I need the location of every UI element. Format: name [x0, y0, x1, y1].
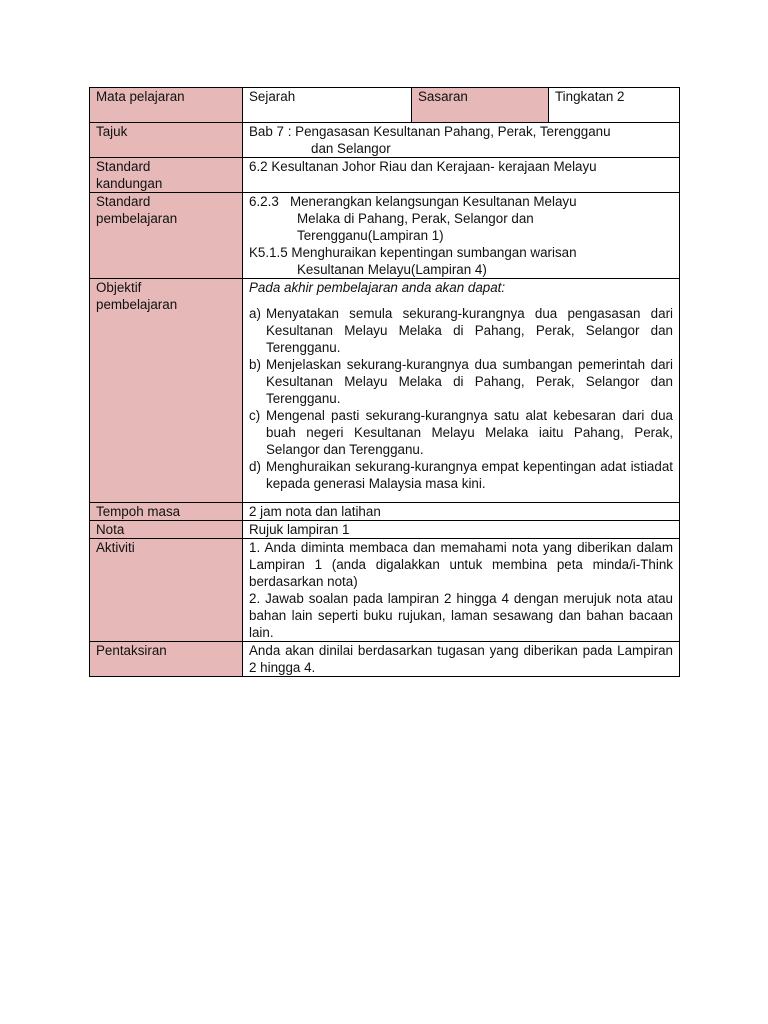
mata-pelajaran-label: Mata pelajaran — [90, 88, 243, 123]
tajuk-value — [243, 123, 680, 158]
objektif-label-line-2: pembelajaran — [96, 297, 178, 312]
objective-item-b — [249, 356, 673, 407]
objective-marker: b) — [249, 357, 261, 372]
row-tempoh-masa — [90, 503, 680, 521]
objektif-value — [243, 279, 680, 503]
standard-kandungan-label-line-2: kandungan — [96, 176, 163, 191]
pentaksiran-label: Pentaksiran — [90, 642, 243, 677]
row-standard-pembelajaran — [90, 193, 680, 279]
objektif-spacer — [249, 296, 673, 305]
objective-item-d — [249, 458, 673, 492]
standard-kandungan-label-line-1: Standard — [96, 159, 151, 174]
objektif-intro: Pada akhir pembelajaran anda akan dapat: — [249, 280, 506, 295]
standard-kandungan-label — [90, 158, 243, 193]
sp-item-1-line-3: Terengganu(Lampiran 1) — [297, 228, 444, 243]
nota-value: Rujuk lampiran 1 — [243, 521, 680, 539]
tempoh-masa-value: 2 jam nota dan latihan — [243, 503, 680, 521]
aktiviti-item-1: 1. Anda diminta membaca dan memahami nota yang diberikan dalam Lampiran 1 (anda digalakkan untuk membina peta minda/i-Think berdasarkan nota) — [249, 540, 673, 589]
standard-pembelajaran-value — [243, 193, 680, 279]
row-tajuk — [90, 123, 680, 158]
objective-text: Menghuraikan sekurang-kurangnya empat kepentingan adat istiadat kepada generasi Malaysia masa kini. — [266, 459, 673, 491]
sp-item-2-line-1: K5.1.5 Menghuraikan kepentingan sumbangan warisan — [249, 245, 577, 260]
objective-text: Mengenal pasti sekurang-kurangnya satu alat kebesaran dari dua buah negeri Kesultanan Melayu Melaka iaitu Pahang, Perak, Selangor dan Terengganu. — [266, 408, 673, 457]
row-aktiviti — [90, 539, 680, 642]
lesson-plan-table — [89, 87, 680, 677]
objective-text: Menjelaskan sekurang-kurangnya dua sumbangan pemerintah dari Kesultanan Melayu Melaka di Pahang, Perak, Selangor dan Terengganu. — [266, 357, 673, 406]
sp-item-1-line-2: Melaka di Pahang, Perak, Selangor dan — [297, 211, 534, 226]
tajuk-label: Tajuk — [90, 123, 243, 158]
standard-kandungan-value: 6.2 Kesultanan Johor Riau dan Kerajaan- kerajaan Melayu — [243, 158, 680, 193]
tajuk-line-2: dan Selangor — [311, 141, 391, 156]
nota-label: Nota — [90, 521, 243, 539]
objective-text: Menyatakan semula sekurang-kurangnya dua pengasasan dari Kesultanan Melayu Melaka di Pahang, Perak, Selangor dan Terengganu. — [266, 306, 673, 355]
row-mata-pelajaran — [90, 88, 680, 123]
standard-pembelajaran-label-line-2: pembelajaran — [96, 211, 178, 226]
sp-item-1-line-1: 6.2.3 Menerangkan kelangsungan Kesultanan Melayu — [249, 194, 577, 209]
objektif-label — [90, 279, 243, 503]
objective-item-c — [249, 407, 673, 458]
sasaran-value: Tingkatan 2 — [549, 88, 680, 123]
objective-marker: d) — [249, 459, 261, 474]
mata-pelajaran-value: Sejarah — [243, 88, 412, 123]
aktiviti-label: Aktiviti — [90, 539, 243, 642]
row-pentaksiran — [90, 642, 680, 677]
objective-marker: c) — [249, 408, 261, 423]
objective-item-a — [249, 305, 673, 356]
sasaran-label: Sasaran — [412, 88, 549, 123]
sp-item-2-line-2: Kesultanan Melayu(Lampiran 4) — [297, 262, 487, 277]
objective-marker: a) — [249, 306, 261, 321]
aktiviti-item-2: 2. Jawab soalan pada lampiran 2 hingga 4 dengan merujuk nota atau bahan lain seperti buku rujukan, laman sesawang dan bahan bacaan lain. — [249, 591, 673, 640]
tajuk-line-1: Bab 7 : Pengasasan Kesultanan Pahang, Perak, Terengganu — [249, 124, 611, 139]
objektif-label-line-1: Objektif — [96, 280, 142, 295]
row-nota — [90, 521, 680, 539]
tempoh-masa-label: Tempoh masa — [90, 503, 243, 521]
row-standard-kandungan — [90, 158, 680, 193]
pentaksiran-value: Anda akan dinilai berdasarkan tugasan yang diberikan pada Lampiran 2 hingga 4. — [243, 642, 680, 677]
aktiviti-value — [243, 539, 680, 642]
row-objektif — [90, 279, 680, 503]
standard-pembelajaran-label-line-1: Standard — [96, 194, 151, 209]
standard-pembelajaran-label — [90, 193, 243, 279]
